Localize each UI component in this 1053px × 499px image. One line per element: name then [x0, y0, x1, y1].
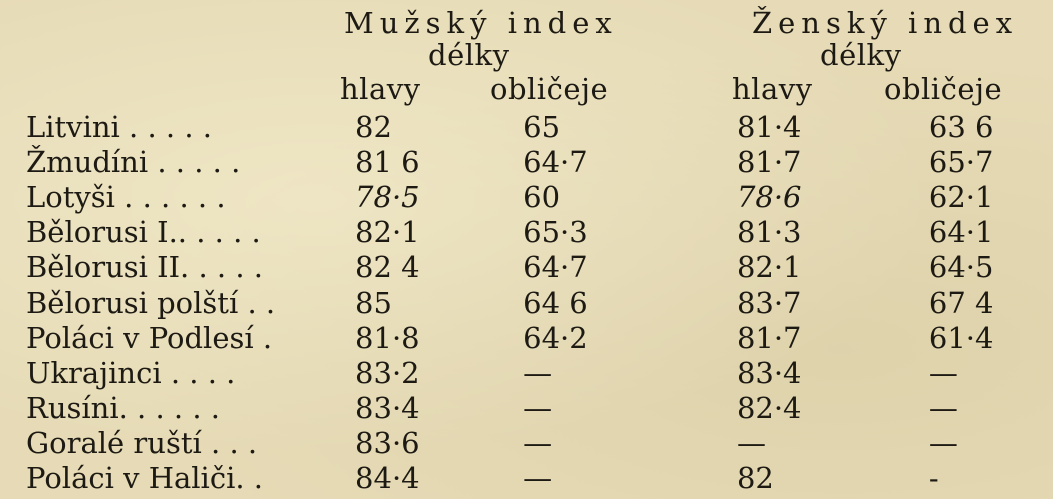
female-head-value: 82: [736, 461, 774, 496]
male-head-value: 81 6: [355, 144, 420, 179]
row-name: Bělorusi I.. . . . .: [26, 215, 261, 250]
male-head-value: 81·8: [355, 320, 420, 355]
male-face-value: —: [523, 355, 553, 390]
row-name: Poláci v Haliči. .: [26, 461, 263, 496]
female-face-value: 63 6: [928, 109, 994, 144]
table-row: [26, 285, 1053, 320]
row-name: Poláci v Podlesí .: [26, 320, 273, 355]
table-row: [26, 461, 1053, 496]
row-name: Žmudíni . . . . .: [26, 144, 241, 179]
male-head-value: 84·4: [355, 461, 420, 496]
table-row: [26, 391, 1053, 426]
male-face-value: —: [523, 391, 553, 426]
male-head-value: 82·1: [355, 215, 420, 250]
female-head-column-header: hlavy: [732, 72, 813, 106]
male-face-value: —: [523, 426, 553, 461]
male-head-value: 82 4: [355, 250, 420, 285]
male-face-value: 64·2: [523, 320, 588, 355]
female-face-column-header: obličeje: [884, 72, 1003, 106]
male-index-title: Mužský index: [344, 6, 618, 40]
female-head-value: 83·7: [736, 285, 802, 320]
female-index-title: Ženský index: [752, 6, 1019, 40]
male-face-value: 64·7: [523, 144, 588, 179]
male-face-column-header: obličeje: [490, 72, 609, 106]
row-name: Litvini . . . . .: [26, 109, 212, 144]
male-head-value: 83·4: [355, 391, 420, 426]
table-row: [26, 320, 1053, 355]
female-head-value: 81·7: [736, 144, 802, 179]
female-head-value: 78·6: [736, 179, 802, 214]
male-face-value: 65: [523, 109, 561, 144]
male-index-subtitle: délky: [428, 38, 510, 72]
female-face-value: -: [928, 461, 939, 496]
female-face-value: —: [928, 355, 958, 390]
female-head-value: 82·1: [736, 250, 802, 285]
female-head-value: —: [736, 426, 766, 461]
male-face-value: 64 6: [523, 285, 588, 320]
table-row: [26, 250, 1053, 285]
female-head-value: 82·4: [736, 391, 802, 426]
index-table: [26, 109, 1053, 496]
female-head-value: 81·7: [736, 320, 802, 355]
row-name: Goralé ruští . . .: [26, 426, 258, 461]
female-face-value: 62·1: [928, 179, 994, 214]
female-face-value: 67 4: [928, 285, 994, 320]
table-row: [26, 179, 1053, 214]
male-head-value: 82: [355, 109, 392, 144]
female-face-value: 61·4: [928, 320, 994, 355]
male-face-value: 64·7: [523, 250, 588, 285]
row-name: Ukrajinci . . . .: [26, 355, 236, 390]
male-head-value: 83·2: [355, 355, 420, 390]
table-row: [26, 426, 1053, 461]
table-row: [26, 355, 1053, 390]
male-face-value: 65·3: [523, 215, 588, 250]
male-head-value: 85: [355, 285, 392, 320]
female-face-value: —: [928, 391, 958, 426]
male-head-column-header: hlavy: [340, 72, 421, 106]
female-face-value: —: [928, 426, 958, 461]
female-face-value: 64·1: [928, 215, 994, 250]
table-row: [26, 109, 1053, 144]
female-index-subtitle: délky: [820, 38, 902, 72]
table-row: [26, 215, 1053, 250]
male-face-value: 60: [523, 179, 561, 214]
male-head-value: 83·6: [355, 426, 420, 461]
table-row: [26, 144, 1053, 179]
row-name: Rusíni. . . . . .: [26, 391, 221, 426]
female-head-value: 81·4: [736, 109, 802, 144]
row-name: Bělorusi II. . . . .: [26, 250, 263, 285]
row-name: Lotyši . . . . . .: [26, 179, 226, 214]
row-name: Bělorusi polští . .: [26, 285, 276, 320]
male-face-value: —: [523, 461, 553, 496]
female-face-value: 65·7: [928, 144, 994, 179]
female-head-value: 81·3: [736, 215, 802, 250]
female-face-value: 64·5: [928, 250, 994, 285]
male-head-value: 78·5: [355, 179, 420, 214]
female-head-value: 83·4: [736, 355, 802, 390]
